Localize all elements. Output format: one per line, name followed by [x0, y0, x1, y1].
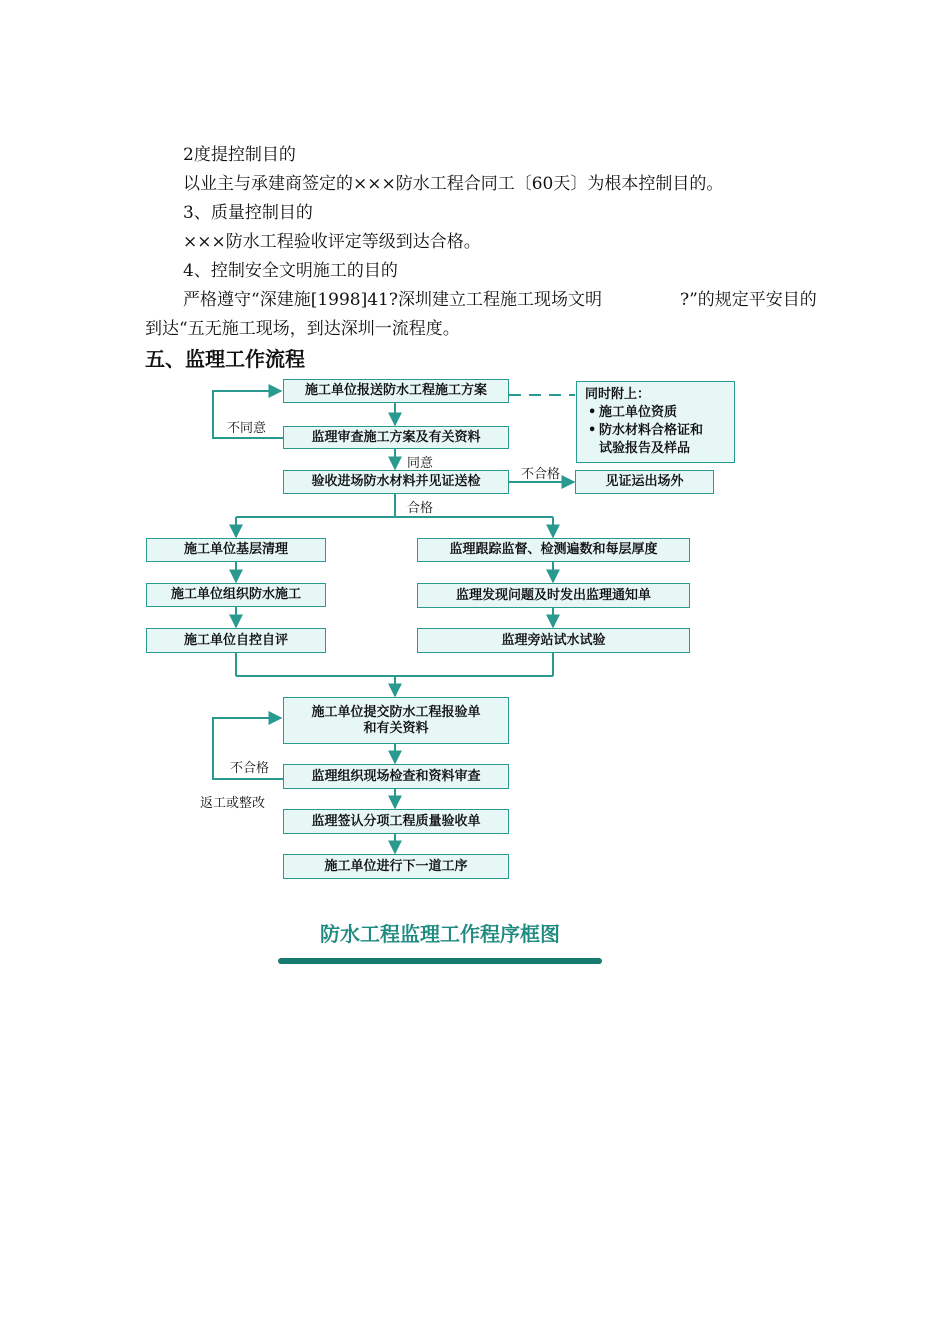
paragraph-safety-text-3: 到达“五无施工现场，到达深圳一流程度。 [145, 319, 460, 339]
section-heading: 五、监理工作流程 [145, 347, 305, 371]
label-rework: 返工或整改 [200, 796, 266, 811]
flow-box-self-check: 施工单位自控自评 [146, 628, 326, 653]
flow-box-submit-inspection-line2: 和有关资料 [363, 720, 429, 736]
note-item: • 施工单位资质 [599, 404, 726, 422]
note-item: 试验报告及样品 [599, 441, 691, 456]
paragraph-schedule-text: 以业主与承建商签定的×××防水工程合同工〔60天〕为根本控制目的。 [183, 174, 724, 194]
flow-box-site-check: 监理组织现场检查和资料审查 [283, 764, 509, 789]
label-fail-inspection: 不合格 [230, 761, 270, 776]
flow-box-submit-plan: 施工单位报送防水工程施工方案 [283, 379, 509, 403]
note-item: • 防水材料合格证和 [599, 422, 726, 440]
flow-box-water-test: 监理旁站试水试验 [417, 628, 690, 653]
flow-box-remove-materials: 见证运出场外 [575, 470, 714, 494]
flow-box-sign-acceptance: 监理签认分项工程质量验收单 [283, 809, 509, 834]
paragraph-schedule-heading: 2度提控制目的 [183, 145, 296, 165]
paragraph-quality-heading: 3、质量控制目的 [183, 203, 313, 223]
label-pass: 合格 [407, 501, 434, 516]
label-agree: 同意 [407, 456, 434, 471]
paragraph-safety-text-1: 严格遵守“深建施[1998]41?深圳建立工程施工现场文明 [183, 290, 602, 310]
caption-underline [278, 958, 602, 964]
label-disagree: 不同意 [227, 421, 267, 436]
paragraph-quality-text: ×××防水工程验收评定等级到达合格。 [183, 232, 481, 252]
flow-note-attachments [576, 381, 735, 463]
flow-box-waterproof-construction: 施工单位组织防水施工 [146, 583, 326, 607]
flow-box-issue-notice: 监理发现问题及时发出监理通知单 [417, 583, 690, 608]
flow-box-supervise-thickness: 监理跟踪监督、检测遍数和每层厚度 [417, 538, 690, 562]
figure-caption: 防水工程监理工作程序框图 [320, 922, 560, 946]
flow-box-inspect-materials: 验收进场防水材料并见证送检 [283, 470, 509, 494]
flow-box-submit-inspection-line1: 施工单位提交防水工程报验单 [311, 704, 481, 720]
flow-box-submit-inspection [283, 697, 509, 744]
paragraph-safety-heading: 4、控制安全文明施工的目的 [183, 261, 398, 281]
flow-box-review-plan: 监理审查施工方案及有关资料 [283, 426, 509, 449]
flow-box-next-process: 施工单位进行下一道工序 [283, 854, 509, 879]
label-fail-materials: 不合格 [521, 467, 561, 482]
paragraph-safety-text-2: ?”的规定平安目的 [680, 290, 817, 310]
note-title: 同时附上： [585, 387, 651, 402]
flow-box-base-cleaning: 施工单位基层清理 [146, 538, 326, 562]
